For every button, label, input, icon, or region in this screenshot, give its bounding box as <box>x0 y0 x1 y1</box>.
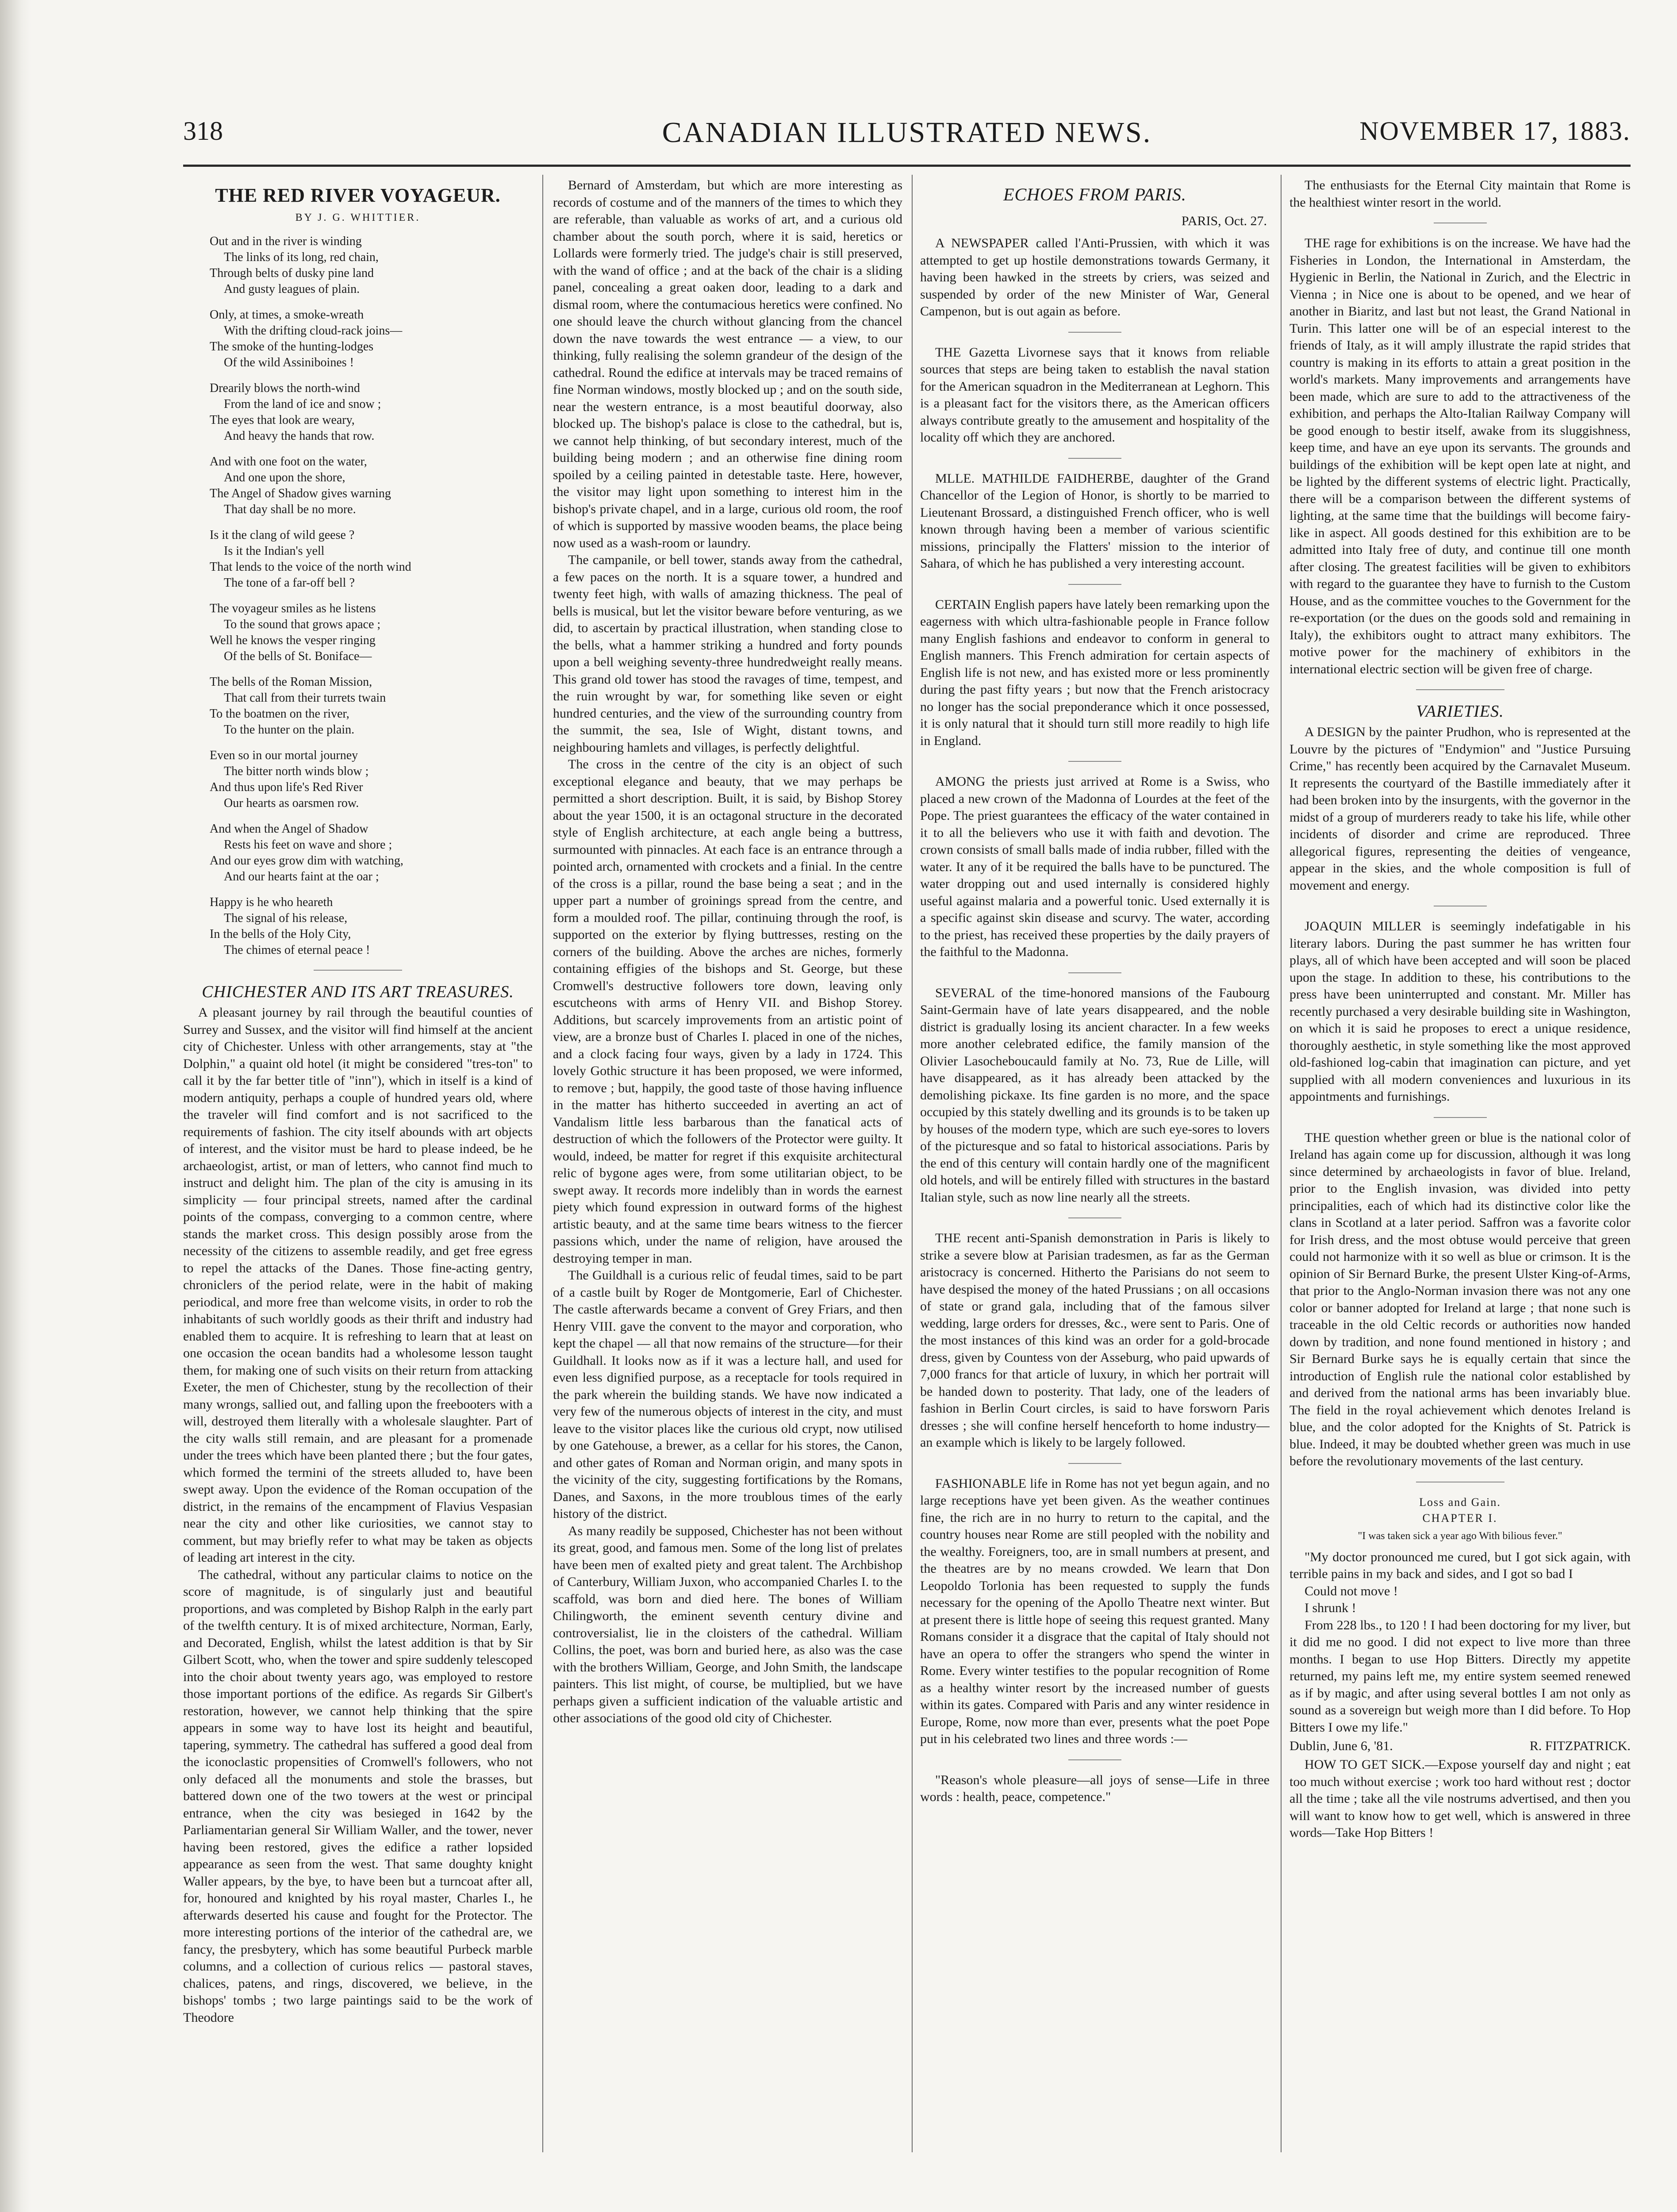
story-body <box>1289 1549 1631 1736</box>
poem-line: Our hearts as oarsmen row. <box>224 796 359 810</box>
poem-line: With the drifting cloud-rack joins— <box>224 324 403 338</box>
echoes-continued <box>1289 177 1631 678</box>
article-paragraph: The Guildhall is a curious relic of feudal times, said to be part of a castle built by Roger de Montgomerie, Earl of Chichester. The castle afterwards became a convent of Grey Friars, and then Henry VIII. gave the convent to the mayor and corporation, who kept the chapel — all that now remains of the structure—for their Guildhall. It looks now as if it was a lecture hall, and used for even less dignified purpose, as a receptacle for tools required in the park wherein the building stands. We have now indicated a very few of the numerous objects of interest in the city, and must leave to the visitor places like the curious old crypt, now utilised by one Gatehouse, a brewer, as a cellar for his stores, the Canon, and other gates of Roman and Norman origin, and many spots in the vicinity of the city, suggesting fortifications by the Romans, Danes, and Saxons, in the more troublous times of the early history of the district. <box>553 1268 902 1521</box>
masthead <box>183 116 1631 169</box>
echoes-item: CERTAIN English papers have lately been remarking upon the eagerness with which ultra-fashionable people in France follow many English fashions and endeavor to conform in general to English manners. This French admiration for certain aspects of English life is not new, and has existed more or less prominently during the past fifty years ; but now that the French aristocracy no longer has the social preponderance which it once possessed, it is only natural that it should turn still more readily to high life in England. <box>920 597 1270 748</box>
item-divider <box>1068 972 1121 973</box>
poem-stanza <box>210 307 533 371</box>
poem-line: Through belts of dusky pine land <box>210 266 374 280</box>
poem-line: Drearily blows the north-wind <box>210 381 360 395</box>
masthead-rule <box>183 165 1631 167</box>
story-chapter: CHAPTER I. <box>1422 1511 1498 1525</box>
poem-line: Only, at times, a smoke-wreath <box>210 308 364 322</box>
article-paragraph: Bernard of Amsterdam, but which are more interesting as records of costume and of the manners of the times to which they are referable, than valuable as works of art, and a curious old chamber about the south porch, where it is said, heretics or Lollards were formerly tried. The judge's chair is still preserved, with the wand of office ; and at the back of the chair is a sliding panel, concealing a great oaken door, leading to a dark and dismal room, where the contumacious heretics were confined. No one should leave the church without glancing from the chancel down the nave towards the west entrance — a view, to our thinking, fully realising the solemn grandeur of the design of the cathedral. Round the edifice at intervals may be traced remains of fine Norman windows, mostly blocked up ; and on the south side, near the western entrance, is a most beautiful doorway, also blocked up. The bishop's palace is close to the cathedral, but is, we cannot help thinking, of but secondary interest, much of the building being modern ; and an otherwise fine dining room spoiled by a ceiling painted in detestable taste. Here, however, the visitor may light upon something to interest him in the bishop's private chapel, and in a large, curious old room, the roof of which is supported by massive wooden beams, the place being now used as a wash-room or laundry. <box>553 178 902 550</box>
poem-line: That call from their turrets twain <box>224 691 386 705</box>
poem-line: Even so in our mortal journey <box>210 749 358 762</box>
section-divider <box>1416 689 1504 690</box>
column-rule <box>542 175 543 2152</box>
echoes-item: SEVERAL of the time-honored mansions of the Faubourg Saint-Germain have of late years disappeared, and the noble district is gradually losing its ancient character. In a few weeks more another celebrated edifice, the family mansion of the Olivier Lasocheboucauld family at No. 73, Rue de Lille, will have disappeared, as it has already been attacked by the demolishing pickaxe. Its fine garden is no more, and the space occupied by this stately dwelling and its grounds is to be taken up by houses of the modern type, which are such eye-sores to lovers of the picturesque and so fatal to historical associations. Paris by the end of this century will contain hardly one of the magnificent old hotels, and will be entirely filled with structures in the bastard Italian style, such as now line nearly all the streets. <box>920 985 1270 1205</box>
poem-line: And when the Angel of Shadow <box>210 822 368 836</box>
varieties-item: THE question whether green or blue is the national color of Ireland has again come up for discussion, although it was long since determined by archaeologists in favor of blue. Ireland, prior to the English invasion, was divided into petty principalities, each of which had its distinctive color like the clans in Scotland at a later period. Saffron was a favorite color for Irish dress, and the most obtuse would perceive that green could not harmonize with it so well as blue or crimson. It is the opinion of Sir Bernard Burke, the present Ulster King-of-Arms, that prior to the Anglo-Norman invasion there was not any one color or banner adopted for Ireland at large ; that none such is traceable in the old Celtic records or authorities now handed down by tradition, and none found mentioned in history ; and Sir Bernard Burke says he is equally certain that since the introduction of English rule the national color established by and derived from the national arms has been invariably blue. The field in the royal achievement which denotes Ireland is blue, and the color adopted for the Knights of St. Patrick is blue. Indeed, it may be doubted whether green was much in use before the revolutionary movements of the last century. <box>1289 1130 1631 1468</box>
poem-stanza <box>210 601 533 664</box>
article-paragraph: A pleasant journey by rail through the beautiful counties of Surrey and Sussex, and the visitor will find himself at the ancient city of Chichester. Unless with other arrangements, stay at "the Dolphin," a quaint old hotel (it might be considered "tres-ton" to call it by the far better title of "inn"), which in itself is a kind of modern antiquity, perhaps a couple of hundred years old, where the traveler will find comfort and is not sacrificed to the requirements of fashion. The city itself abounds with art objects of interest, and the visitor must be hard to please indeed, be he archaeologist, artist, or man of letters, who cannot find much to instruct and delight him. The plan of the city is amusing in its simplicity — four principal streets, named after the cardinal points of the compass, converging to a common centre, where stands the market cross. This design possibly arose from the necessity of the citizens to assemble readily, and get free egress to repel the attacks of the Danes. Those fine-acting gentry, chroniclers of the period relate, were in the habit of making periodical, and more free than welcome visits, in order to rob the inhabitants of such worldly goods as their thrift and industry had enabled them to acquire. It is refreshing to learn that at least on one occasion the ocean bandits had a wholesome lesson taught them, for making one of such visits on their return from attacking Exeter, the men of Chichester, stung by the recollection of their many wrongs, sallied out, and falling upon the freebooters with a will, destroyed them literally with a wholesale slaughter. Part of the city walls still remain, and are pleasant for a promenade under the trees which have been planted there ; but the four gates, which formed the termini of the streets alluded to, have been swept away. Upon the evidence of the Roman occupation of the district, in the remains of the encampment of Flavius Vespasian near the city and other like curiosities, we cannot stay to comment, but may briefly refer to what may be taken as objects of leading art interest in the city. <box>183 1005 533 1565</box>
article-paragraph: As many readily be supposed, Chichester has not been without its great, good, and famous men. Some of the long list of prelates have been men of exalted piety and great talent. The Archbishop of Canterbury, William Juxon, who accompanied Charles I. to the scaffold, was born and died here. The bones of William Chilingworth, the eminent seventh century divine and controversialist, lie in the cloisters of the cathedral. William Collins, the poet, was born and buried here, as also was the case with the brothers William, George, and John Smith, the landscape painters. This list might, of course, be multiplied, but we have perhaps given a sufficient indication of the valuable artistic and other associations of the good old city of Chichester. <box>553 1523 902 1725</box>
item-divider <box>1068 761 1121 762</box>
article-body <box>183 1004 533 2026</box>
paper-title: CANADIAN ILLUSTRATED NEWS. <box>662 116 1152 149</box>
poem-line: From the land of ice and snow ; <box>224 397 381 411</box>
poem-title: THE RED RIVER VOYAGEUR. <box>215 184 501 206</box>
echoes-item: THE recent anti-Spanish demonstration in Paris is likely to strike a severe blow at Parisian tradesmen, as far as the German aristocracy is concerned. Hitherto the Parisians do not seem to have despised the money of the hated Prussians ; on all occasions of state or grand gala, including that of the famous silver wedding, large orders for dresses, &c., were sent to Paris. One of the most instances of this kind was an order for a gold-brocade dress, given by Countess von der Asseburg, who paid upwards of 7,000 francs for that article of luxury, in which her portrait will be handed down to posterity. That lady, one of the leaders of fashion in Berlin Court circles, is said to have forsworn Paris dresses ; she will confine herself henceforth to home industry—an example which is likely to be largely followed. <box>920 1231 1270 1450</box>
article-body-continued <box>553 177 902 1727</box>
poem-line: The links of its long, red chain, <box>224 250 379 264</box>
varieties-title: VARIETIES. <box>1416 702 1504 721</box>
story-paragraph: "My doctor pronounced me cured, but I got sick again, with terrible pains in my back and sides, and I got so bad I <box>1289 1549 1631 1581</box>
poem-line: And our hearts faint at the oar ; <box>224 870 379 883</box>
poem-line: The smoke of the hunting-lodges <box>210 340 374 353</box>
story-postscript: HOW TO GET SICK.—Expose yourself day and night ; eat too much without exercise ; work too hard without rest ; doctor all the time ; take all the vile nostrums advertised, and then you will want to know how to get well, which is answered in three words—Take Hop Bitters ! <box>1289 1757 1631 1840</box>
echoes-item: MLLE. MATHILDE FAIDHERBE, daughter of the Grand Chancellor of the Legion of Honor, is shortly to be married to Lieutenant Brossard, a distinguished French officer, who is well known through having been a member of various scientific missions, principally the Flatters' mission to the interior of Sahara, of which he has published a very interesting account. <box>920 471 1270 571</box>
poem-stanza <box>210 895 533 958</box>
poem-line: Is it the clang of wild geese ? <box>210 528 355 542</box>
poem-stanza <box>210 454 533 518</box>
item-divider <box>1068 1463 1121 1464</box>
poem-line: The Angel of Shadow gives warning <box>210 487 391 500</box>
poem-line: To the sound that grows apace ; <box>224 618 381 631</box>
poem-stanza <box>210 527 533 591</box>
varieties-item: A DESIGN by the painter Prudhon, who is represented at the Louvre by the pictures of "Endymion" and "Justice Pursuing Crime," has recently been acquired by the Carnavalet Museum. It represents the courtyard of the Bastille immediately after it had been broken into by the insurgents, with the governor in the midst of a group of murderers ready to take his life, while other incidents of disorder and crime are reproduced. Three allegorical figures, representing the deities of vengeance, appear in the skies, and the whole composition is full of movement and energy. <box>1289 725 1631 893</box>
echoes-item: THE rage for exhibitions is on the increase. We have had the Fisheries in London, the International in Amsterdam, the Hygienic in Berlin, the National in Zurich, and the Electric in Vienna ; in Nice one is about to be opened, and we hear of another in Biaritz, and last but not least, the Grand National in Turin. This latter one will be of an especial interest to the friends of Italy, as it will amply illustrate the rapid strides that country is making in its efforts to attain a great position in the world's markets. Many improvements and arrangements have been made, which are sure to add to the attractiveness of the exhibition, and perhaps the Alto-Italian Railway Company will be good enough to bestir itself, awake from its sluggishness, keep time, and have an eye upon its servants. The grounds and buildings of the exhibition will be kept open late at night, and be lighted by the different systems of electric light. Practically, there will be a comparison between the different systems of lighting, at the same time that the buildings will become fairy-like in aspect. All goods destined for this exhibition are to be admitted into Italy free of duty, and continue till one month after closing. The greatest facilities will be given to exhibitors with regard to the guarantee they have to furnish to the Custom House, and as the committee vouches to the Government for the re-exportation (or the dues on the goods sold and remaining in Italy), the exhibitors ought to attract many exhibitors. The motive power for the machinery of exhibitors in the international electric section will be given free of charge. <box>1289 236 1631 676</box>
poem-line: That lends to the voice of the north wind <box>210 560 411 574</box>
poem-line: Happy is he who heareth <box>210 895 333 909</box>
poem-line: The bitter north winds blow ; <box>224 764 369 778</box>
poem-line: Out and in the river is winding <box>210 234 362 248</box>
poem-line: Is it the Indian's yell <box>224 544 325 558</box>
poem-line: The bells of the Roman Mission, <box>210 675 372 689</box>
poem-line: And gusty leagues of plain. <box>224 282 360 296</box>
poem-line: To the hunter on the plain. <box>224 723 355 737</box>
poem-line: The voyageur smiles as he listens <box>210 602 376 615</box>
item-divider <box>1434 1117 1487 1118</box>
poem-line: The signal of his release, <box>224 911 348 925</box>
column-3 <box>920 177 1270 2154</box>
story-signature <box>1289 1739 1631 1754</box>
signature-name: R. FITZPATRICK. <box>1529 1739 1631 1753</box>
poem-line: The eyes that look are weary, <box>210 413 355 427</box>
poem-line: Of the wild Assiniboines ! <box>224 356 354 369</box>
poem-stanza <box>210 380 533 444</box>
column-4 <box>1289 177 1631 2154</box>
poem-line: And heavy the hands that row. <box>224 429 375 443</box>
story-paragraph: Could not move ! <box>1305 1583 1398 1598</box>
poem <box>210 234 533 958</box>
poem-line: Of the bells of St. Boniface— <box>224 649 372 663</box>
echoes-title: ECHOES FROM PARIS. <box>1003 184 1186 204</box>
article-paragraph: The cathedral, without any particular claims to notice on the score of magnitude, is of singularly just and beautiful proportions, and was completed by Bishop Ralph in the early part of the twelfth century. It is of mixed architecture, Norman, Early, and Decorated, English, whilst the latest addition is that by Sir Gilbert Scott, who, when the tower and spire suddenly telescoped into the choir about twenty years ago, was employed to restore those important portions of the edifice. As regards Sir Gilbert's restoration, however, we cannot help thinking that the spire appears in some way to have lost its height and beautiful, tapering, symmetry. The cathedral has suffered a good deal from the iconoclastic propensities of Cromwell's followers, who not only defaced all the monuments and stole the brasses, but battered down one of the two towers at the west or principal entrance, when the city was besieged in 1642 by the Parliamentarian general Sir William Waller, and the tower, never having been restored, gives the edifice a rather lopsided appearance as seen from the west. That same doughty knight Waller appears, by the bye, to have been but a turncoat after all, for, honoured and knighted by his royal master, Charles I., he afterwards deserted his cause and fought for the Protector. The more interesting portions of the interior of the cathedral are, we fancy, the presbytery, which has some beautiful Purbeck marble columns, and a collection of curious relics — pastoral staves, chalices, patens, and rings, discovered, we believe, in the bishops' tombs ; two large paintings said to be the work of Theodore <box>183 1567 533 2025</box>
article-paragraph: The cross in the centre of the city is an object of such exceptional elegance and beauty, that we may perhaps be permitted a short description. Built, it is said, by Bishop Storey about the year 1500, it is an octagonal structure in the decorated style of English architecture, at each angle being a buttress, surmounted with pinnacles. At each face is an entrance through a pointed arch, ornamented with crockets and a finial. In the centre of the cross is a pillar, round the base being a seat ; and in the upper part a number of groinings spread from the centre, and form a moulded roof. The pillar, continuing through the roof, is supported on the exterior by flying buttresses, resting on the corners of the building. Above the arches are niches, formerly containing effigies of the bishops and St. George, but these Cromwell's destructive followers tore down, leaving only escutcheons with arms of Henry VII. and Bishop Storey. Additions, but scarcely improvements from an artistic point of view, are a bronze bust of Charles I. placed in one of the niches, and a clock facing four ways, given by a lady in 1724. This lovely Gothic structure it has been proposed, we were informed, to remove ; but, happily, the good taste of those having influence in the matter has hitherto succeeded in averting an act of Vandalism little less barbarous than the fanatical acts of destruction of which the followers of the Protector were guilty. It would, indeed, be matter for regret if this exquisite architectural relic of bygone ages were, from some utilitarian object, to be swept away. It records more indelibly than in words the earnest piety which found expression in outward forms of the highest artistic beauty, and at the same time bears witness to the fiercer passions which, under the name of religion, have aroused the destroying temper in man. <box>553 757 902 1266</box>
dateline: PARIS, Oct. 27. <box>1181 214 1267 228</box>
echoes-item: A NEWSPAPER called l'Anti-Prussien, with which it was attempted to get up hostile demonstrations towards Germany, it having been hawked in the streets by criers, was seized and suspended by order of the new Minister of War, General Campenon, but is out again as before. <box>920 236 1270 319</box>
varieties-items <box>1289 724 1631 1470</box>
poem-line: The tone of a far-off bell ? <box>224 576 355 590</box>
story-paragraph: I shrunk ! <box>1305 1601 1356 1615</box>
poem-stanza <box>210 748 533 811</box>
echoes-item: "Reason's whole pleasure—all joys of sense—Life in three words : health, peace, competence." <box>920 1772 1270 1804</box>
poem-stanza <box>210 234 533 297</box>
item-divider <box>1068 1759 1121 1760</box>
echoes-item: FASHIONABLE life in Rome has not yet begun again, and no large receptions have yet been given. As the weather continues fine, the rich are in no hurry to return to the capital, and the country houses near Rome are still peopled with the nobility and the wealthy. Foreigners, too, are in small numbers at present, and the theatres are by no means crowded. We learn that Don Leopoldo Torlonia has been requested to supply the funds necessary for the opening of the Apollo Theatre next winter. But at present there is little hope of seeing this request granted. Many Romans consider it a disgrace that the capital of Italy should not have an opera to offer the strangers who spend the winter in Rome. Every winter testifies to the popular recognition of Rome as a healthy winter resort by the increased number of guests within its gates. Compared with Paris and any winter residence in Europe, Rome, now more than ever, presents what the poet Pope put in his celebrated two lines and three words :— <box>920 1476 1270 1746</box>
column-1 <box>183 177 533 2154</box>
echoes-item: AMONG the priests just arrived at Rome is a Swiss, who placed a new crown of the Madonna of Lourdes at the feet of the Pope. The priest guarantees the efficacy of the water contained in it to all the believers who use it with faith and devotion. The crown consists of small balls made of india rubber, filled with the water. It any of it be required the balls have to be punctured. The water dropping out and used internally is considered highly useful against malaria and a powerful tonic. Used externally it is a specific against skin disease and scurvy. The water, according to the priest, has received these properties by the daily prayers of the faithful to the Madonna. <box>920 774 1270 959</box>
poem-byline: BY J. G. WHITTIER. <box>295 212 421 223</box>
page-number: 318 <box>183 116 223 146</box>
column-2 <box>553 177 902 2154</box>
binding-shadow <box>0 0 31 2212</box>
story-paragraph: From 228 lbs., to 120 ! I had been doctoring for my liver, but it did me no good. I did not expect to live more than three months. I began to use Hop Bitters. Directly my appetite returned, my pains left me, my entire system seemed renewed as if by magic, and after using several bottles I am not only as sound as a sovereign but weigh more than I did before. To Hop Bitters I owe my life." <box>1289 1617 1631 1735</box>
item-divider <box>1068 458 1121 459</box>
poem-line: That day shall be no more. <box>224 503 356 516</box>
poem-stanza <box>210 674 533 738</box>
issue-date: NOVEMBER 17, 1883. <box>1359 116 1631 146</box>
echoes-item: The enthusiasts for the Eternal City maintain that Rome is the healthiest winter resort in the world. <box>1289 178 1631 210</box>
varieties-item: JOAQUIN MILLER is seemingly indefatigable in his literary labors. During the past summer he has written four plays, all of which have been accepted and will soon be placed upon the stage. In addition to these, his contributions to the press have been uninterrupted and constant. Mr. Miller has recently purchased a very desirable building site in Washington, on which it is said he proposes to erect a unique residence, thoroughly aesthetic, in style something like the most approved old-fashioned log-cabin that imagination can picture, and yet supplied with all modern conveniences and luxurious in its appointments and furnishings. <box>1289 919 1631 1104</box>
item-divider <box>1068 332 1121 333</box>
poem-line: And one upon the shore, <box>224 471 345 484</box>
poem-line: Well he knows the vesper ringing <box>210 634 376 647</box>
poem-line: The chimes of eternal peace ! <box>224 943 370 957</box>
item-divider <box>1068 584 1121 585</box>
echoes-items <box>920 235 1270 1806</box>
poem-line: In the bells of the Holy City, <box>210 927 351 941</box>
article-title: CHICHESTER AND ITS ART TREASURES. <box>202 983 514 1001</box>
column-rule <box>1281 175 1282 2152</box>
echoes-item: THE Gazetta Livornese says that it knows from reliable sources that steps are being taken to establish the naval station for the American squadron in the Mediterranean at Leghorn. This is a pleasant fact for the visitors there, as the American officers always contribute greatly to the amusement and hospitality of the locality off which they are anchored. <box>920 345 1270 445</box>
poem-line: Rests his feet on wave and shore ; <box>224 838 392 852</box>
signature-place: Dublin, June 6, '81. <box>1289 1739 1393 1753</box>
poem-line: And our eyes grow dim with watching, <box>210 854 403 868</box>
poem-line: And thus upon life's Red River <box>210 780 363 794</box>
column-rule <box>912 175 913 2152</box>
story-title: Loss and Gain. <box>1419 1495 1501 1509</box>
item-divider <box>1068 1217 1121 1218</box>
poem-stanza <box>210 821 533 885</box>
article-paragraph: The campanile, or bell tower, stands away from the cathedral, a few paces on the north. It is a square tower, a hundred and twenty feet high, with walls of amazing thickness. The peal of bells is musical, but let the visitor beware before venturing, as we did, to ascertain by practical illustration, when standing close to the bells, what a hammer striking a hundred and forty pounds upon a bell weighing seventy-three hundredweight really means. This grand old tower has stood the ravages of time, tempest, and the ruin wrought by war, for something like seven or eight hundred centuries, and the view of the surrounding country from the summit, the sea, Isle of Wight, distant towns, and neighbouring hamlets and villages, is perfectly delightful. <box>553 553 902 755</box>
poem-line: And with one foot on the water, <box>210 455 367 469</box>
poem-line: To the boatmen on the river, <box>210 707 349 721</box>
story-epigraph: "I was taken sick a year ago With bilious fever." <box>1358 1530 1562 1542</box>
section-divider <box>314 970 402 971</box>
